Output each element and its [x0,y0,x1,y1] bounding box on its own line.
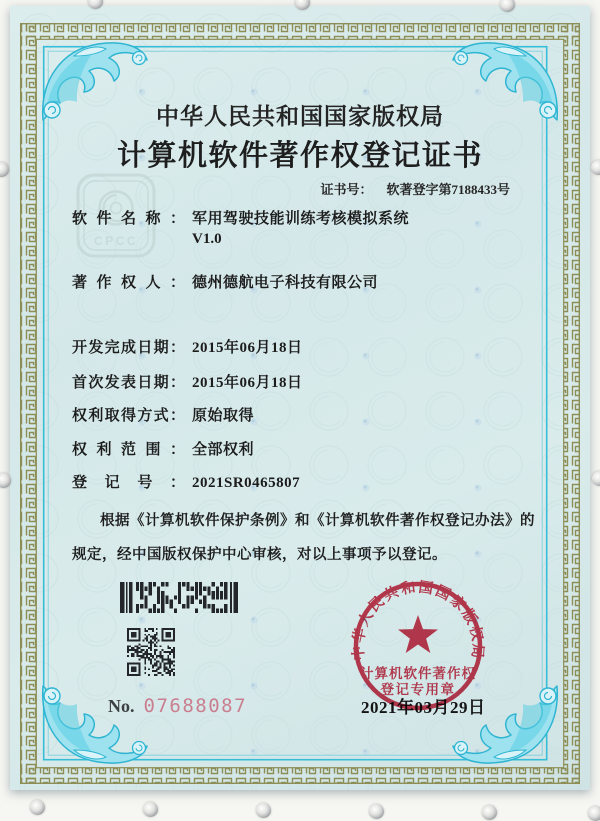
official-seal [345,573,495,723]
seal-line-2: 登记专用章 [380,682,456,697]
cpcc-logo-text: CPCC [93,234,139,248]
statement-line-1: 根据《计算机软件保护条例》和《计算机软件著作权登记办法》的 [100,513,535,529]
grommet [592,471,600,486]
pdf417-barcode [120,582,238,613]
field-value: 2021SR0465807 [192,475,301,491]
seal-star-icon [398,615,438,653]
field-label: 著作权人： [72,275,185,291]
authority-title: 中华人民共和国国家版权局 [156,104,444,129]
qr-code [127,628,175,676]
field-row-registration-number [72,471,300,492]
field-value: 德州德航电子科技有限公司 [192,275,379,291]
issue-date: 2021年03月29日 [361,698,486,717]
grommet [30,800,45,815]
field-value: 军用驾驶技能训练考核模拟系统 [192,211,410,227]
certificate-paper [10,6,590,790]
grommet [591,160,600,175]
certificate-number-value: 软著登字第7188433号 [386,182,510,197]
field-row-copyright-owner [72,271,378,292]
seal-line-1: 计算机软件著作权 [360,666,476,681]
software-version: V1.0 [192,231,222,247]
grommet [482,805,497,820]
field-label: 登记号： [72,475,185,491]
field-row-software-name [72,207,409,228]
field-value: 原始取得 [192,408,255,424]
field-label: 开发完成日期： [72,340,185,356]
field-value: 全部权利 [192,442,255,458]
serial-number: 07688087 [143,695,248,717]
grommet [0,162,9,177]
field-label: 首次发表日期： [72,375,185,391]
field-value: 2015年06月18日 [192,375,303,391]
registration-statement [72,504,550,572]
grommet [256,803,271,818]
serial-label: No. [108,696,135,716]
field-label: 权利范围： [72,442,185,458]
field-label: 权利取得方式： [72,408,185,424]
certificate-number-label: 证书号： [320,182,373,197]
field-value: 2015年06月18日 [192,340,303,356]
grommet [588,806,600,821]
grommet [369,804,384,819]
certificate-title: 计算机软件著作权登记证书 [116,140,483,172]
statement-line-2: 规定，经中国版权保护中心审核，对以上事项予以登记。 [72,547,447,563]
field-row-first-publish-date [72,371,303,392]
serial-number-line [108,695,247,717]
field-label: 软件名称： [72,211,185,227]
field-row-dev-complete-date [72,336,303,357]
certificate-number-line [320,179,510,198]
field-row-rights-acquisition [72,404,254,425]
field-row-rights-scope [72,438,254,459]
seal-arc-text: 中华人民共和国国家版权局 [350,579,486,661]
